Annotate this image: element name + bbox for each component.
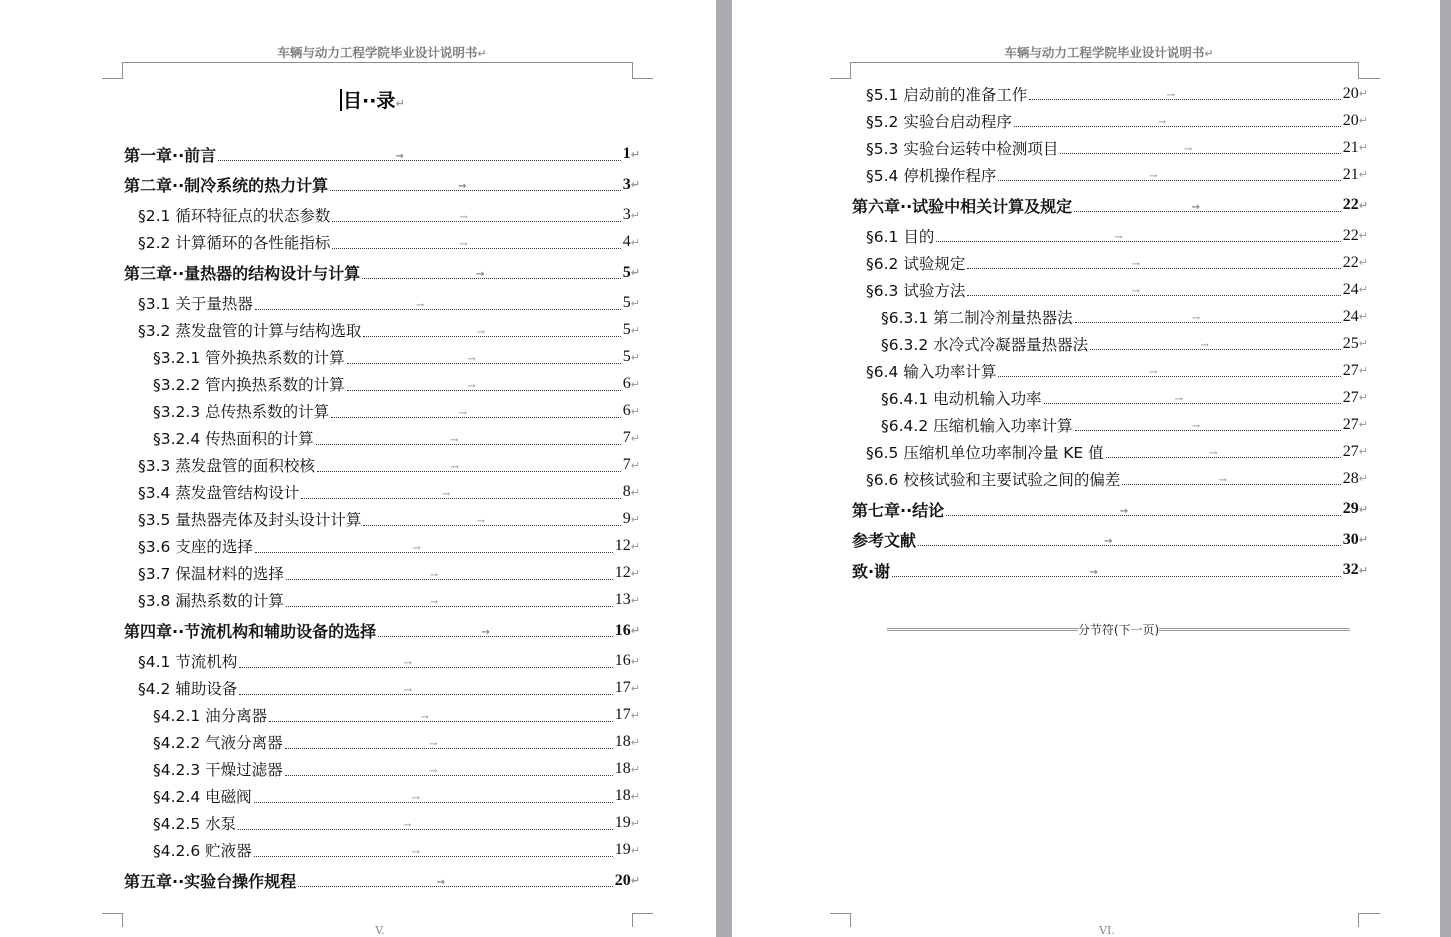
header-rule — [850, 62, 1358, 63]
toc-page-number: 9 — [622, 510, 631, 527]
tab-arrow-icon: → — [436, 877, 445, 888]
dot-leader — [255, 542, 613, 554]
toc-section-entry[interactable] — [852, 411, 1368, 438]
paragraph-mark-icon: ↵ — [630, 681, 640, 695]
toc-page-number: 18 — [614, 787, 631, 804]
tab-arrow-icon: → — [459, 238, 468, 250]
corner-mark — [122, 62, 123, 78]
toc-entry-label: §2.2 计算循环的各性能指标 — [138, 234, 331, 252]
paragraph-mark-icon: ↵ — [630, 843, 640, 857]
dot-leader — [255, 299, 621, 311]
tab-arrow-icon: → — [429, 569, 439, 581]
dot-leader — [317, 461, 621, 473]
tab-arrow-icon: → — [476, 326, 485, 338]
toc-page-number: 19 — [614, 841, 631, 858]
toc-entry-label: §4.2.6 贮液器 — [153, 842, 252, 860]
toc-entry-label: 致·谢 — [852, 561, 891, 581]
tab-arrow-icon: → — [1200, 340, 1209, 351]
toc-entry-label: §4.2.5 水泵 — [153, 815, 237, 833]
toc-section-entry[interactable] — [124, 425, 640, 452]
toc-page-number: 12 — [614, 564, 631, 581]
paragraph-mark-icon: ↵ — [630, 296, 640, 310]
tab-arrow-icon: → — [475, 269, 485, 280]
toc-section-entry[interactable] — [852, 357, 1368, 384]
paragraph-mark-icon: ↵ — [1358, 310, 1368, 323]
dot-leader — [1074, 201, 1341, 213]
toc-section-entry[interactable] — [852, 80, 1368, 107]
dot-leader — [967, 286, 1340, 297]
toc-title[interactable]: 目··录↵ — [340, 86, 405, 113]
toc-section-entry[interactable] — [852, 134, 1368, 161]
dot-leader — [254, 846, 613, 858]
tab-arrow-icon: → — [458, 181, 467, 192]
toc-page-number: 5 — [622, 294, 631, 311]
paragraph-mark-icon: ↵ — [630, 350, 640, 364]
section-break-marker: 分节符(下一页) — [887, 621, 1350, 638]
paragraph-mark-icon: ↵ — [630, 235, 640, 249]
corner-mark — [1358, 913, 1359, 927]
toc-entry-label: §4.2.2 气液分离器 — [153, 734, 283, 752]
dot-leader — [331, 407, 621, 419]
toc-chapter-entry[interactable] — [852, 496, 1368, 523]
toc-page-number: 13 — [614, 591, 631, 608]
dot-leader — [239, 684, 612, 696]
toc-entry-label: §6.3.1 第二制冷剂量热器法 — [881, 308, 1073, 327]
dot-leader — [918, 536, 1341, 547]
tab-arrow-icon: → — [1191, 421, 1201, 432]
toc-page-number: 8 — [622, 483, 631, 500]
toc-page-number: 21 — [1342, 138, 1359, 156]
tab-arrow-icon: → — [420, 711, 429, 723]
toc-section-entry[interactable] — [124, 371, 640, 398]
dot-leader — [285, 738, 613, 750]
paragraph-mark-icon: ↵ — [1358, 141, 1368, 154]
toc-entry-label: §6.4 输入功率计算 — [866, 362, 997, 381]
tab-arrow-icon: → — [429, 765, 438, 777]
dot-leader — [1014, 117, 1341, 128]
toc-section-entry[interactable] — [124, 317, 640, 344]
paragraph-mark-icon: ↵ — [630, 512, 640, 526]
toc-chapter-entry[interactable] — [124, 171, 640, 198]
toc-page-number: 16 — [614, 621, 631, 639]
toc-entry-label: §3.2.2 管内换热系数的计算 — [153, 376, 345, 394]
paragraph-mark-icon: ↵ — [1358, 337, 1368, 350]
tab-arrow-icon: → — [450, 461, 459, 473]
toc-entry-label: §6.3.2 水冷式冷凝器量热器法 — [881, 335, 1089, 354]
tab-arrow-icon: → — [1191, 201, 1200, 213]
page-number-footer: V. — [375, 924, 385, 937]
tab-arrow-icon: → — [1089, 566, 1098, 578]
toc-page-number: 19 — [614, 814, 631, 831]
corner-mark — [830, 913, 851, 914]
corner-mark — [102, 913, 123, 914]
toc-page-number: 7 — [622, 429, 631, 446]
toc-entry-label: §4.2 辅助设备 — [138, 680, 238, 698]
paragraph-mark-icon: ↵ — [630, 654, 640, 668]
dot-leader — [362, 269, 621, 280]
toc-section-entry[interactable] — [852, 330, 1368, 357]
toc-page-number: 27 — [1342, 361, 1359, 379]
tab-arrow-icon: → — [429, 596, 439, 608]
tab-arrow-icon: → — [411, 846, 421, 858]
toc-entry-label: 第七章··结论 — [852, 500, 945, 520]
tab-arrow-icon: → — [415, 299, 425, 311]
page-header-text: 车辆与动力工程学院毕业设计说明书↵ — [277, 45, 487, 60]
tab-arrow-icon: → — [1209, 448, 1218, 459]
tab-arrow-icon: → — [441, 488, 451, 500]
toc-section-entry[interactable] — [124, 810, 640, 837]
paragraph-mark-icon: ↵ — [1358, 114, 1368, 127]
dot-leader — [332, 211, 620, 223]
toc-section-entry[interactable] — [124, 533, 640, 560]
toc-page-number: 3 — [622, 175, 631, 193]
paragraph-mark-icon: ↵ — [630, 323, 640, 337]
toc-entry-label: 第三章··量热器的结构设计与计算 — [124, 264, 361, 283]
dot-leader — [238, 819, 613, 831]
paragraph-mark-icon: ↵ — [630, 539, 640, 553]
dot-leader — [298, 877, 613, 888]
paragraph-mark-icon: ↵ — [630, 208, 640, 222]
toc-list — [124, 137, 640, 898]
tab-arrow-icon: → — [395, 150, 404, 162]
toc-page-number: 1 — [622, 145, 631, 162]
tab-arrow-icon: → — [403, 657, 413, 669]
paragraph-mark-icon: ↵ — [630, 593, 640, 607]
toc-entry-label: §6.3 试验方法 — [866, 281, 966, 300]
toc-section-entry[interactable] — [124, 344, 640, 371]
tab-arrow-icon: → — [1166, 90, 1175, 101]
toc-section-entry[interactable] — [852, 438, 1368, 465]
toc-page-number: 24 — [1342, 307, 1359, 325]
toc-entry-label: §4.2.1 油分离器 — [153, 707, 268, 725]
paragraph-mark-icon: ↵ — [1358, 198, 1368, 212]
toc-section-entry[interactable] — [852, 249, 1368, 276]
dot-leader — [301, 488, 620, 500]
tab-arrow-icon: → — [449, 434, 459, 446]
paragraph-mark-icon: ↵ — [630, 377, 640, 391]
corner-mark — [632, 913, 633, 927]
corner-mark — [632, 913, 653, 914]
dot-leader — [1060, 144, 1340, 155]
toc-entry-label: §3.7 保温材料的选择 — [138, 565, 284, 583]
tab-arrow-icon: → — [1104, 536, 1113, 547]
toc-entry-label: §3.6 支座的选择 — [138, 538, 253, 556]
toc-section-entry[interactable] — [124, 229, 640, 256]
toc-entry-label: §6.5 压缩机单位功率制冷量 KE 值 — [866, 443, 1104, 462]
toc-entry-label: §6.1 目的 — [866, 227, 935, 246]
tab-arrow-icon: → — [1157, 117, 1167, 128]
toc-page-number: 27 — [1342, 415, 1359, 433]
toc-page-number: 7 — [622, 456, 631, 473]
toc-page-number: 25 — [1342, 334, 1359, 352]
toc-entry-label: §6.4.1 电动机输入功率 — [881, 389, 1042, 408]
paragraph-mark-icon: ↵ — [630, 762, 640, 776]
document-page-left — [0, 0, 716, 937]
toc-chapter-entry[interactable] — [852, 557, 1368, 584]
dot-leader — [286, 569, 613, 581]
paragraph-mark-icon: ↵ — [1358, 533, 1368, 546]
toc-entry-label: 第一章··前言 — [124, 145, 217, 165]
dot-leader — [347, 380, 621, 392]
dot-leader — [332, 238, 620, 250]
toc-entry-label: §3.2.3 总传热系数的计算 — [153, 403, 330, 421]
toc-page-number: 21 — [1342, 165, 1359, 183]
toc-page-number: 17 — [614, 706, 631, 723]
dot-leader — [1044, 394, 1341, 405]
toc-section-entry[interactable] — [852, 465, 1368, 492]
tab-arrow-icon: → — [1149, 171, 1158, 182]
dot-leader — [269, 711, 613, 723]
dot-leader — [946, 505, 1341, 517]
toc-entry-label: §4.2.3 干燥过滤器 — [153, 761, 283, 779]
dot-leader — [347, 353, 621, 365]
toc-entry-label: §3.1 关于量热器 — [138, 295, 253, 313]
toc-section-entry[interactable] — [124, 837, 640, 864]
toc-page-number: 4 — [622, 233, 631, 250]
dot-leader — [286, 596, 613, 608]
dot-leader — [330, 181, 621, 192]
tab-arrow-icon: → — [481, 627, 490, 638]
toc-entry-label: §3.4 蒸发盘管结构设计 — [138, 484, 300, 502]
toc-page-number: 12 — [614, 537, 631, 554]
dot-leader — [1075, 313, 1341, 324]
text-cursor — [340, 89, 342, 111]
toc-entry-label: 第四章··节流机构和辅助设备的选择 — [124, 622, 377, 641]
dot-leader — [363, 326, 620, 338]
dot-leader — [316, 434, 621, 446]
toc-page-number: 20 — [614, 871, 631, 889]
tab-arrow-icon: → — [403, 684, 413, 696]
paragraph-mark-icon: ↵ — [630, 874, 640, 887]
toc-page-number: 16 — [614, 652, 631, 669]
toc-section-entry[interactable] — [124, 398, 640, 425]
toc-entry-label: §3.2.1 管外换热系数的计算 — [153, 349, 345, 367]
toc-entry-label: 第二章··制冷系统的热力计算 — [124, 176, 329, 195]
tab-arrow-icon: → — [459, 211, 468, 223]
toc-entry-label: §6.4.2 压缩机输入功率计算 — [881, 416, 1073, 435]
dot-leader — [998, 171, 1340, 182]
dot-leader — [239, 657, 612, 669]
toc-entry-label: §2.1 循环特征点的状态参数 — [138, 207, 331, 225]
tab-arrow-icon: → — [1183, 144, 1193, 155]
tab-arrow-icon: → — [1191, 313, 1201, 324]
dot-leader — [998, 367, 1340, 378]
paragraph-mark-icon: ↵ — [1358, 418, 1368, 431]
toc-section-entry[interactable] — [124, 452, 640, 479]
paragraph-mark-icon: ↵ — [1358, 502, 1368, 516]
toc-page-number: 30 — [1342, 530, 1359, 548]
toc-page-number: 17 — [614, 679, 631, 696]
tab-arrow-icon: → — [458, 407, 467, 419]
tab-arrow-icon: → — [476, 515, 485, 527]
toc-page-number: 27 — [1342, 442, 1359, 460]
corner-mark — [632, 62, 633, 78]
paragraph-mark-icon: ↵ — [1358, 563, 1368, 577]
tab-arrow-icon: → — [1119, 505, 1129, 517]
toc-entry-label: §5.1 启动前的准备工作 — [866, 85, 1028, 104]
paragraph-mark-icon: ↵ — [630, 816, 640, 830]
dot-leader — [378, 627, 613, 638]
dot-leader — [892, 566, 1341, 578]
toc-page-number: 22 — [1342, 226, 1359, 244]
paragraph-mark-icon: ↵ — [1358, 472, 1368, 485]
tab-arrow-icon: → — [412, 542, 421, 554]
toc-entry-label: 第五章··实验台操作规程 — [124, 872, 297, 891]
toc-page-number: 6 — [622, 402, 631, 419]
corner-mark — [632, 78, 653, 79]
toc-section-entry[interactable] — [852, 107, 1368, 134]
paragraph-mark-icon: ↵ — [630, 624, 640, 637]
toc-section-entry[interactable] — [124, 648, 640, 675]
dot-leader — [967, 259, 1340, 270]
toc-entry-label: §3.5 量热器壳体及封头设计计算 — [138, 511, 362, 529]
dot-leader — [363, 515, 620, 527]
dot-leader — [1106, 448, 1341, 459]
toc-section-entry[interactable] — [124, 729, 640, 756]
toc-entry-label: §3.2.4 传热面积的计算 — [153, 430, 314, 448]
dot-leader — [218, 150, 621, 162]
toc-chapter-entry[interactable] — [124, 141, 640, 168]
toc-section-entry[interactable] — [124, 702, 640, 729]
corner-mark — [850, 62, 851, 78]
toc-page-number: 27 — [1342, 388, 1359, 406]
tab-arrow-icon: → — [1174, 394, 1183, 405]
toc-entry-label: §5.2 实验台启动程序 — [866, 112, 1012, 131]
toc-section-entry[interactable] — [124, 290, 640, 317]
toc-page-number: 5 — [622, 263, 631, 281]
paragraph-mark-icon: ↵ — [1358, 87, 1368, 100]
toc-entry-label: §6.6 校核试验和主要试验之间的偏差 — [866, 470, 1121, 489]
paragraph-mark-icon: ↵ — [1358, 364, 1368, 377]
toc-page-number: 5 — [622, 321, 631, 338]
toc-section-entry[interactable] — [124, 560, 640, 587]
toc-section-entry[interactable] — [124, 587, 640, 614]
toc-entry-label: §3.8 漏热系数的计算 — [138, 592, 284, 610]
toc-section-entry[interactable] — [852, 222, 1368, 249]
tab-arrow-icon: → — [411, 792, 421, 804]
tab-arrow-icon: → — [467, 353, 476, 365]
toc-section-entry[interactable] — [124, 675, 640, 702]
toc-page-number: 22 — [1342, 196, 1359, 213]
tab-arrow-icon: → — [1149, 367, 1158, 378]
toc-section-entry[interactable] — [124, 783, 640, 810]
paragraph-mark-icon: ↵ — [630, 266, 640, 279]
paragraph-mark-icon: ↵ — [1358, 256, 1368, 269]
toc-chapter-entry[interactable] — [852, 526, 1368, 553]
tab-arrow-icon: → — [1218, 475, 1227, 486]
tab-arrow-icon: → — [429, 738, 438, 750]
toc-section-entry[interactable] — [852, 161, 1368, 188]
toc-entry-label: 参考文献 — [852, 531, 917, 550]
dot-leader — [936, 232, 1340, 243]
toc-page-number: 22 — [1342, 253, 1359, 271]
paragraph-mark-icon: ↵ — [1358, 445, 1368, 458]
toc-page-number: 18 — [614, 760, 631, 777]
tab-arrow-icon: → — [1131, 286, 1141, 297]
toc-chapter-entry[interactable] — [124, 867, 640, 894]
toc-page-number: 28 — [1342, 469, 1359, 487]
dot-leader — [1122, 475, 1340, 486]
toc-section-entry[interactable] — [124, 202, 640, 229]
toc-page-number: 24 — [1342, 280, 1359, 298]
paragraph-mark-icon: ↵ — [630, 147, 640, 161]
toc-entry-label: §5.4 停机操作程序 — [866, 166, 997, 185]
document-page-right — [732, 0, 1440, 937]
toc-page-number: 20 — [1342, 111, 1359, 129]
toc-entry-label: 第六章··试验中相关计算及规定 — [852, 196, 1073, 216]
dot-leader — [285, 765, 613, 777]
corner-mark — [850, 913, 851, 927]
tab-arrow-icon: → — [1131, 259, 1141, 270]
toc-page-number: 18 — [614, 733, 631, 750]
paragraph-mark-icon: ↵ — [1358, 229, 1368, 242]
toc-section-entry[interactable] — [852, 276, 1368, 303]
paragraph-mark-icon: ↵ — [1358, 168, 1368, 181]
tab-arrow-icon: → — [402, 819, 412, 831]
paragraph-mark-icon: ↵ — [630, 485, 640, 499]
toc-entry-label: §3.2 蒸发盘管的计算与结构选取 — [138, 322, 362, 340]
toc-entry-label: §3.3 蒸发盘管的面积校核 — [138, 457, 315, 475]
corner-mark — [1358, 62, 1359, 78]
toc-page-number: 20 — [1342, 84, 1359, 102]
toc-chapter-entry[interactable] — [852, 192, 1368, 219]
corner-mark — [1358, 913, 1380, 914]
paragraph-mark-icon: ↵ — [630, 431, 640, 445]
toc-page-number: 5 — [622, 348, 631, 365]
toc-entry-label: §4.2.4 电磁阀 — [153, 788, 252, 806]
toc-page-number: 3 — [622, 206, 631, 223]
page-header-text: 车辆与动力工程学院毕业设计说明书↵ — [1004, 45, 1214, 60]
tab-arrow-icon: → — [1114, 232, 1123, 243]
corner-mark — [830, 78, 851, 79]
toc-page-number: 32 — [1342, 561, 1359, 578]
toc-section-entry[interactable] — [852, 303, 1368, 330]
toc-section-entry[interactable] — [124, 506, 640, 533]
toc-entry-label: §4.1 节流机构 — [138, 653, 238, 671]
page-number-footer: VI. — [1099, 924, 1115, 937]
corner-mark — [102, 78, 123, 79]
paragraph-mark-icon: ↵ — [630, 566, 640, 580]
toc-chapter-entry[interactable] — [124, 259, 640, 286]
corner-mark — [122, 913, 123, 927]
toc-page-number: 6 — [622, 375, 631, 392]
dot-leader — [254, 792, 613, 804]
tab-arrow-icon: → — [467, 380, 476, 392]
dot-leader — [1029, 90, 1340, 101]
toc-entry-label: §6.2 试验规定 — [866, 254, 966, 273]
toc-list — [852, 80, 1368, 587]
toc-section-entry[interactable] — [852, 384, 1368, 411]
dot-leader — [1075, 421, 1341, 432]
paragraph-mark-icon: ↵ — [630, 404, 640, 418]
dot-leader — [1090, 340, 1341, 351]
toc-chapter-entry[interactable] — [124, 617, 640, 644]
paragraph-mark-icon: ↵ — [630, 735, 640, 749]
header-rule — [122, 62, 632, 63]
paragraph-mark-icon: ↵ — [630, 789, 640, 803]
toc-section-entry[interactable] — [124, 479, 640, 506]
corner-mark — [1358, 78, 1380, 79]
paragraph-mark-icon: ↵ — [630, 178, 640, 191]
paragraph-mark-icon: ↵ — [630, 458, 640, 472]
paragraph-mark-icon: ↵ — [630, 708, 640, 722]
toc-page-number: 29 — [1342, 500, 1359, 517]
toc-entry-label: §5.3 实验台运转中检测项目 — [866, 139, 1059, 158]
paragraph-mark-icon: ↵ — [1358, 391, 1368, 404]
toc-section-entry[interactable] — [124, 756, 640, 783]
paragraph-mark-icon: ↵ — [1358, 283, 1368, 296]
